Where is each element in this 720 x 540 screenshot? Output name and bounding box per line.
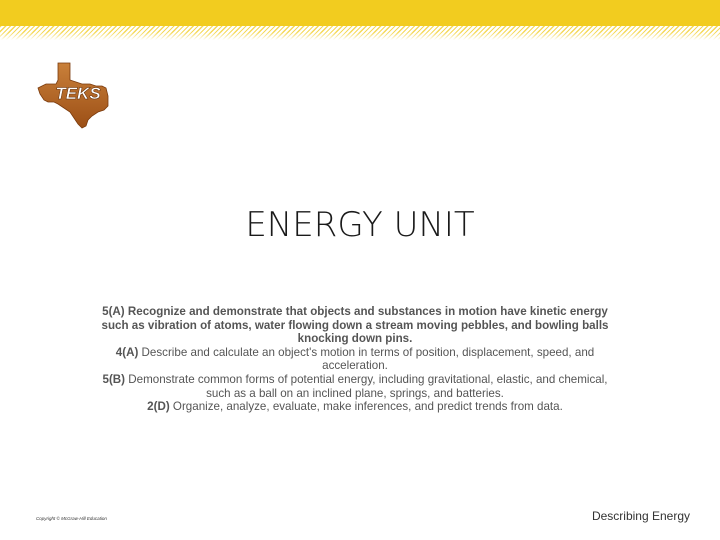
standard-text: Recognize and demonstrate that objects and substances in motion have kinetic energy such as vibration of atoms, water flowing down a stream moving pebbles, and bowling balls knocking down pins. [101,305,609,346]
copyright-notice: Copyright © McGraw-Hill Education [36,516,107,521]
standards-list [100,305,610,414]
standard-text: Organize, analyze, evaluate, make inferences, and predict trends from data. [169,400,563,414]
standard-item [100,400,610,414]
standard-item [100,373,610,400]
standard-text: Describe and calculate an object's motion in terms of position, displacement, speed, and acceleration. [138,345,595,373]
standard-item [100,346,610,373]
footer-section-label: Describing Energy [591,509,690,523]
top-accent-bar [0,0,720,26]
teks-logo [36,60,112,130]
standard-code: 2(D) [147,400,170,414]
standard-item [100,305,610,346]
texas-shape-icon [36,60,112,130]
standard-code: 5(B) [102,372,126,386]
logo-text: TEKS [55,84,101,103]
slide-title: ENERGY UNIT [245,205,475,245]
standard-text: Demonstrate common forms of potential energy, including gravitational, elastic, and chemical, such as a ball on an inclined plane, springs, and batteries. [125,372,608,400]
standard-code: 4(A) [115,345,139,359]
top-accent-stripe [0,26,720,40]
standard-code: 5(A) [102,305,125,318]
